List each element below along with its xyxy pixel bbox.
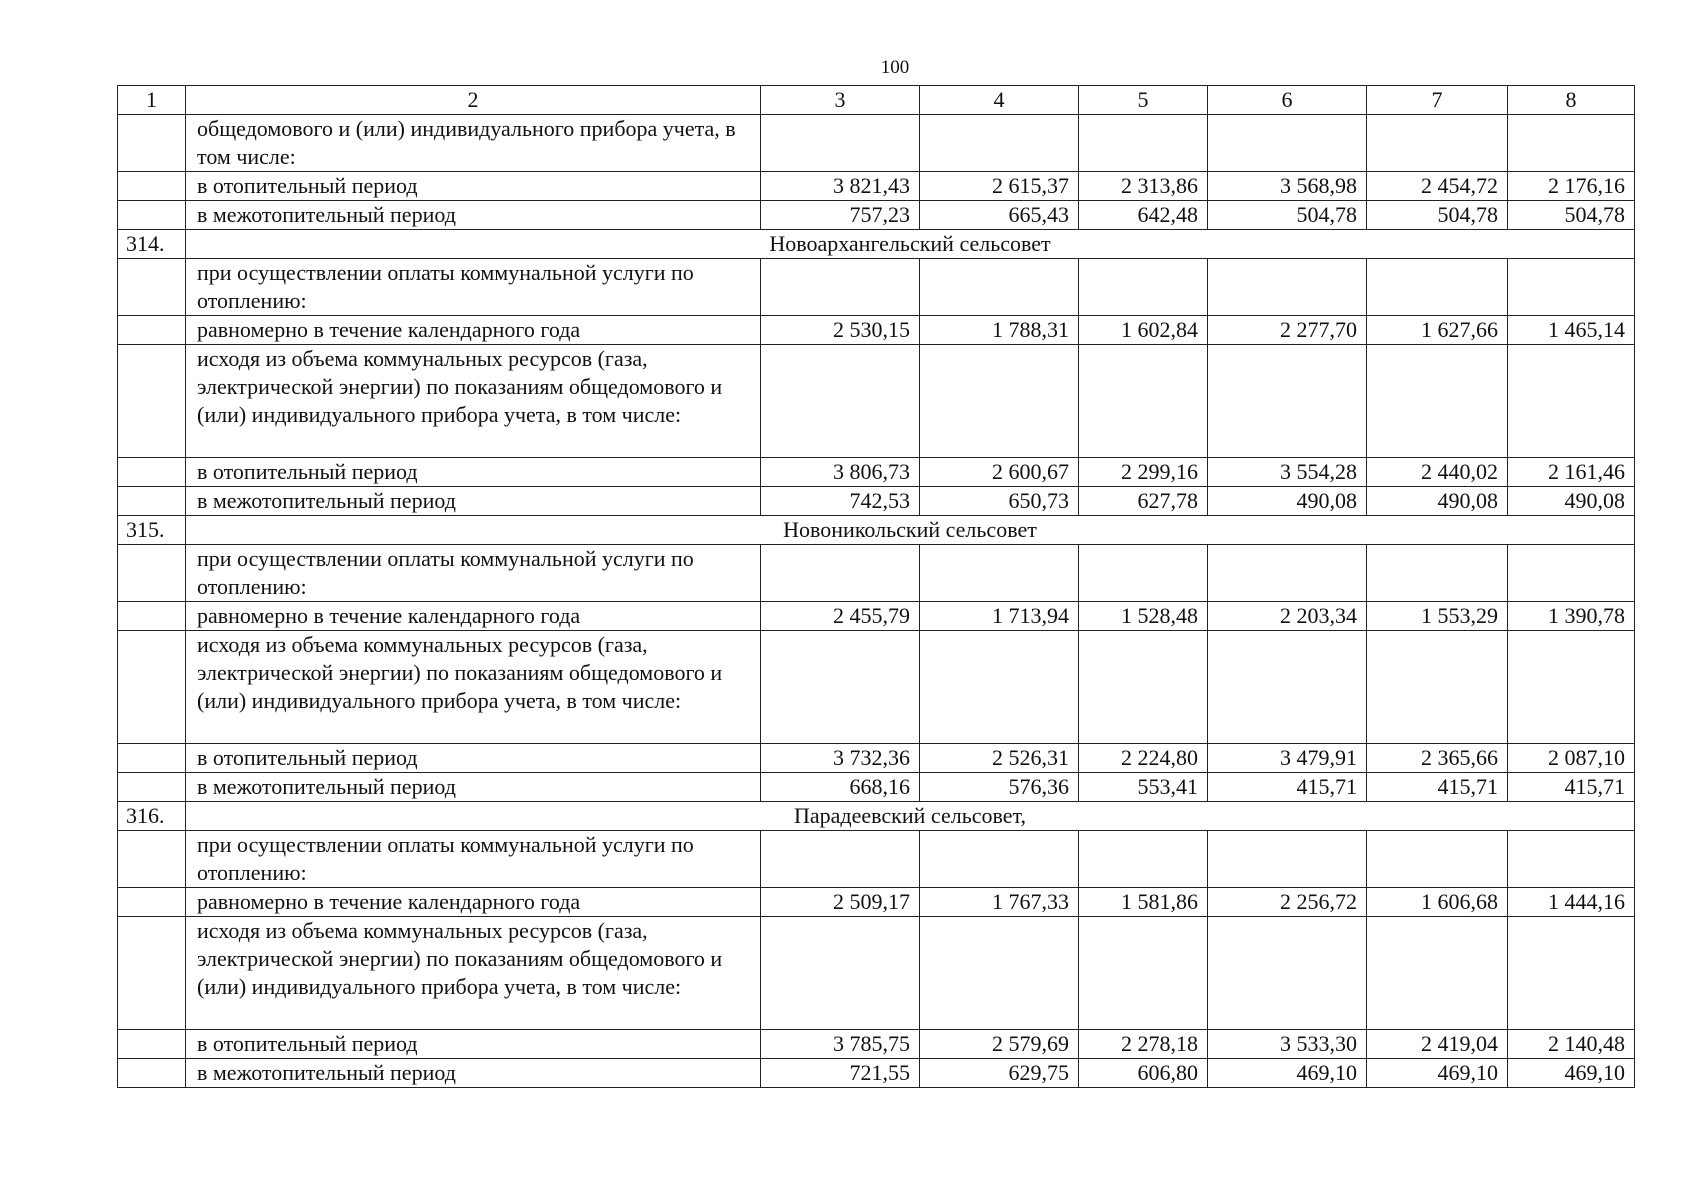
- empty-cell: [920, 545, 1079, 602]
- value-cell: 2 140,48: [1508, 1030, 1635, 1059]
- value-cell: 504,78: [1367, 201, 1508, 230]
- row-description: общедомового и (или) индивидуального прибора учета, в том числе:: [186, 115, 761, 172]
- empty-cell: [118, 487, 186, 516]
- value-cell: 415,71: [1508, 773, 1635, 802]
- section-row: [118, 230, 1635, 259]
- empty-cell: [118, 602, 186, 631]
- value-cell: 469,10: [1508, 1059, 1635, 1088]
- value-cell: 1 627,66: [1367, 316, 1508, 345]
- row-description: при осуществлении оплаты коммунальной услуги по отоплению:: [186, 545, 761, 602]
- value-cell: 1 602,84: [1079, 316, 1208, 345]
- value-cell: 2 365,66: [1367, 744, 1508, 773]
- value-cell: 627,78: [1079, 487, 1208, 516]
- empty-cell: [118, 631, 186, 744]
- value-cell: 2 579,69: [920, 1030, 1079, 1059]
- value-cell: 1 444,16: [1508, 888, 1635, 917]
- empty-cell: [761, 545, 920, 602]
- value-cell: 2 161,46: [1508, 458, 1635, 487]
- empty-cell: [761, 831, 920, 888]
- value-cell: 2 509,17: [761, 888, 920, 917]
- section-number: 315.: [118, 516, 186, 545]
- empty-cell: [118, 1030, 186, 1059]
- value-cell: 553,41: [1079, 773, 1208, 802]
- column-header: 4: [920, 86, 1079, 115]
- empty-cell: [118, 172, 186, 201]
- table-row: [118, 259, 1635, 316]
- tariff-table: [117, 85, 1635, 1088]
- value-cell: 742,53: [761, 487, 920, 516]
- value-cell: 1 713,94: [920, 602, 1079, 631]
- page-number: 100: [880, 57, 910, 78]
- empty-cell: [1079, 631, 1208, 744]
- value-cell: 3 785,75: [761, 1030, 920, 1059]
- section-number: 316.: [118, 802, 186, 831]
- value-cell: 2 455,79: [761, 602, 920, 631]
- value-cell: 415,71: [1367, 773, 1508, 802]
- table-row: [118, 545, 1635, 602]
- value-cell: 1 465,14: [1508, 316, 1635, 345]
- empty-cell: [118, 259, 186, 316]
- empty-cell: [920, 259, 1079, 316]
- value-cell: 469,10: [1367, 1059, 1508, 1088]
- empty-cell: [1367, 259, 1508, 316]
- value-cell: 606,80: [1079, 1059, 1208, 1088]
- value-cell: 642,48: [1079, 201, 1208, 230]
- empty-cell: [1367, 345, 1508, 458]
- row-label: равномерно в течение календарного года: [186, 602, 761, 631]
- value-cell: 490,08: [1508, 487, 1635, 516]
- empty-cell: [761, 631, 920, 744]
- value-cell: 2 454,72: [1367, 172, 1508, 201]
- table-row: [118, 172, 1635, 201]
- empty-cell: [920, 631, 1079, 744]
- section-title: Новоникольский сельсовет: [186, 516, 1635, 545]
- value-cell: 3 806,73: [761, 458, 920, 487]
- section-title: Новоархангельский сельсовет: [186, 230, 1635, 259]
- value-cell: 1 788,31: [920, 316, 1079, 345]
- empty-cell: [920, 345, 1079, 458]
- empty-cell: [1367, 631, 1508, 744]
- empty-cell: [118, 888, 186, 917]
- value-cell: 2 419,04: [1367, 1030, 1508, 1059]
- value-cell: 3 732,36: [761, 744, 920, 773]
- row-label: в отопительный период: [186, 744, 761, 773]
- empty-cell: [118, 115, 186, 172]
- empty-cell: [118, 1059, 186, 1088]
- empty-cell: [1508, 259, 1635, 316]
- empty-cell: [1508, 917, 1635, 1030]
- column-header: 3: [761, 86, 920, 115]
- table-row: [118, 773, 1635, 802]
- value-cell: 1 581,86: [1079, 888, 1208, 917]
- table-row: [118, 744, 1635, 773]
- table-row: [118, 487, 1635, 516]
- empty-cell: [1208, 545, 1367, 602]
- empty-cell: [761, 345, 920, 458]
- empty-cell: [118, 744, 186, 773]
- table-row: [118, 201, 1635, 230]
- empty-cell: [1367, 917, 1508, 1030]
- empty-cell: [118, 545, 186, 602]
- value-cell: 2 176,16: [1508, 172, 1635, 201]
- value-cell: 2 530,15: [761, 316, 920, 345]
- column-header: 1: [118, 86, 186, 115]
- table-row: [118, 316, 1635, 345]
- value-cell: 576,36: [920, 773, 1079, 802]
- empty-cell: [118, 201, 186, 230]
- table-row: [118, 345, 1635, 458]
- value-cell: 665,43: [920, 201, 1079, 230]
- value-cell: 469,10: [1208, 1059, 1367, 1088]
- empty-cell: [1508, 831, 1635, 888]
- row-label: в межотопительный период: [186, 487, 761, 516]
- section-number: 314.: [118, 230, 186, 259]
- row-label: равномерно в течение календарного года: [186, 316, 761, 345]
- empty-cell: [1208, 917, 1367, 1030]
- empty-cell: [1508, 631, 1635, 744]
- empty-cell: [1079, 345, 1208, 458]
- value-cell: 650,73: [920, 487, 1079, 516]
- empty-cell: [118, 345, 186, 458]
- empty-cell: [1208, 631, 1367, 744]
- table-row: [118, 602, 1635, 631]
- value-cell: 415,71: [1208, 773, 1367, 802]
- row-label: в отопительный период: [186, 1030, 761, 1059]
- section-title: Парадеевский сельсовет,: [186, 802, 1635, 831]
- column-header: 7: [1367, 86, 1508, 115]
- empty-cell: [118, 458, 186, 487]
- value-cell: 2 277,70: [1208, 316, 1367, 345]
- value-cell: 2 440,02: [1367, 458, 1508, 487]
- value-cell: 668,16: [761, 773, 920, 802]
- row-description: при осуществлении оплаты коммунальной услуги по отоплению:: [186, 259, 761, 316]
- empty-cell: [1367, 831, 1508, 888]
- value-cell: 3 821,43: [761, 172, 920, 201]
- empty-cell: [118, 831, 186, 888]
- empty-cell: [118, 917, 186, 1030]
- empty-cell: [1208, 345, 1367, 458]
- row-label: равномерно в течение календарного года: [186, 888, 761, 917]
- value-cell: 2 615,37: [920, 172, 1079, 201]
- table-row: [118, 631, 1635, 744]
- empty-cell: [761, 259, 920, 316]
- empty-cell: [1508, 345, 1635, 458]
- value-cell: 490,08: [1367, 487, 1508, 516]
- value-cell: 1 390,78: [1508, 602, 1635, 631]
- table-row: [118, 888, 1635, 917]
- empty-cell: [920, 831, 1079, 888]
- section-row: [118, 516, 1635, 545]
- column-header: 2: [186, 86, 761, 115]
- value-cell: 2 313,86: [1079, 172, 1208, 201]
- table-row: [118, 1059, 1635, 1088]
- row-description: исходя из объема коммунальных ресурсов (газа, электрической энергии) по показаниям общедомового и (или) индивидуального прибора учета, в том числе:: [186, 345, 761, 458]
- row-label: в межотопительный период: [186, 1059, 761, 1088]
- value-cell: 2 087,10: [1508, 744, 1635, 773]
- table-row: [118, 831, 1635, 888]
- value-cell: 490,08: [1208, 487, 1367, 516]
- empty-cell: [1079, 831, 1208, 888]
- value-cell: 2 203,34: [1208, 602, 1367, 631]
- table-row: [118, 917, 1635, 1030]
- value-cell: 3 533,30: [1208, 1030, 1367, 1059]
- value-cell: 2 600,67: [920, 458, 1079, 487]
- table-row: [118, 115, 1635, 172]
- value-cell: 2 256,72: [1208, 888, 1367, 917]
- value-cell: 2 278,18: [1079, 1030, 1208, 1059]
- value-cell: 3 568,98: [1208, 172, 1367, 201]
- row-description: исходя из объема коммунальных ресурсов (газа, электрической энергии) по показаниям общедомового и (или) индивидуального прибора учета, в том числе:: [186, 917, 761, 1030]
- value-cell: 504,78: [1208, 201, 1367, 230]
- empty-cell: [1208, 831, 1367, 888]
- row-description: при осуществлении оплаты коммунальной услуги по отоплению:: [186, 831, 761, 888]
- empty-cell: [1079, 259, 1208, 316]
- value-cell: 3 554,28: [1208, 458, 1367, 487]
- column-header: 6: [1208, 86, 1367, 115]
- row-label: в отопительный период: [186, 458, 761, 487]
- empty-cell: [761, 917, 920, 1030]
- header-row: [118, 86, 1635, 115]
- table-row: [118, 458, 1635, 487]
- empty-cell: [1079, 917, 1208, 1030]
- value-cell: 504,78: [1508, 201, 1635, 230]
- row-label: в межотопительный период: [186, 773, 761, 802]
- empty-cell: [920, 917, 1079, 1030]
- empty-cell: [1508, 545, 1635, 602]
- empty-cell: [1208, 259, 1367, 316]
- empty-cell: [118, 773, 186, 802]
- row-description: исходя из объема коммунальных ресурсов (газа, электрической энергии) по показаниям общедомового и (или) индивидуального прибора учета, в том числе:: [186, 631, 761, 744]
- value-cell: 629,75: [920, 1059, 1079, 1088]
- value-cell: 2 299,16: [1079, 458, 1208, 487]
- empty-cell: [118, 316, 186, 345]
- column-header: 5: [1079, 86, 1208, 115]
- value-cell: 721,55: [761, 1059, 920, 1088]
- row-label: в отопительный период: [186, 172, 761, 201]
- column-header: 8: [1508, 86, 1635, 115]
- empty-cell: [1079, 545, 1208, 602]
- value-cell: 1 767,33: [920, 888, 1079, 917]
- row-label: в межотопительный период: [186, 201, 761, 230]
- value-cell: 1 553,29: [1367, 602, 1508, 631]
- value-cell: 3 479,91: [1208, 744, 1367, 773]
- value-cell: 2 224,80: [1079, 744, 1208, 773]
- value-cell: 757,23: [761, 201, 920, 230]
- table-row: [118, 1030, 1635, 1059]
- empty-cell: [1367, 545, 1508, 602]
- value-cell: 1 528,48: [1079, 602, 1208, 631]
- value-cell: 1 606,68: [1367, 888, 1508, 917]
- section-row: [118, 802, 1635, 831]
- value-cell: 2 526,31: [920, 744, 1079, 773]
